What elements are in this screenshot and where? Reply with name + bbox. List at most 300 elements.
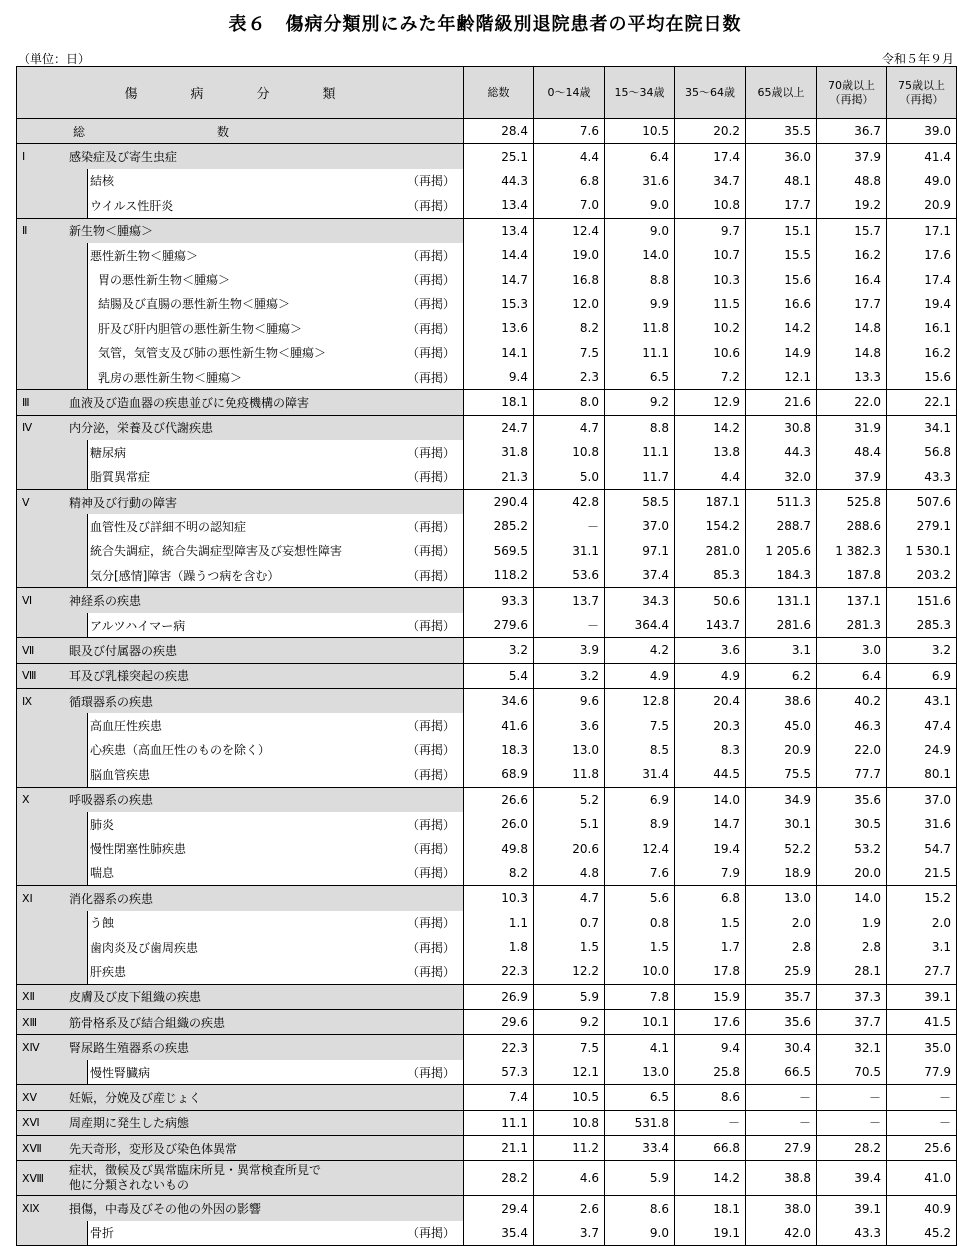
- value-cell: 25.8: [675, 1060, 746, 1085]
- value-cell: 14.7: [675, 812, 746, 836]
- chapter-numeral: Ⅶ: [22, 643, 35, 657]
- value-cell: 9.2: [534, 1010, 605, 1035]
- value-cell: 75.5: [746, 762, 817, 787]
- chapter-numeral: ⅩⅢ: [22, 1015, 38, 1029]
- value-cell: 11.1: [605, 440, 675, 464]
- value-cell: 0.7: [534, 911, 605, 935]
- value-cell: 31.4: [605, 762, 675, 787]
- category-cell: [17, 292, 464, 316]
- value-cell: 7.2: [675, 365, 746, 390]
- table-row-sub: [17, 243, 957, 267]
- table-row-sub: [17, 464, 957, 489]
- value-cell: 17.7: [817, 292, 887, 316]
- table-row-sub: [17, 267, 957, 291]
- chapter-numeral: Ⅰ: [22, 150, 26, 164]
- value-cell: 8.3: [675, 738, 746, 762]
- value-cell: 21.6: [746, 390, 817, 415]
- table-row: [17, 1110, 957, 1135]
- value-cell: 32.0: [746, 464, 817, 489]
- table-row: [17, 1136, 957, 1161]
- table-row-sub: [17, 935, 957, 959]
- value-cell: 36.0: [746, 144, 817, 169]
- value-cell: 7.5: [605, 713, 675, 737]
- category-cell: [17, 316, 464, 340]
- value-cell: 15.6: [887, 365, 957, 390]
- value-cell: 28.2: [817, 1136, 887, 1161]
- value-cell: 28.1: [817, 959, 887, 984]
- category-cell: [17, 1035, 464, 1060]
- value-cell: 10.8: [675, 193, 746, 218]
- value-cell: 29.6: [464, 1010, 534, 1035]
- value-cell: 4.8: [534, 861, 605, 886]
- value-cell: 12.4: [605, 836, 675, 860]
- sub-category-name: 悪性新生物＜腫瘍＞: [90, 248, 199, 263]
- value-cell: 288.7: [746, 514, 817, 538]
- value-cell: 97.1: [605, 539, 675, 563]
- sub-category-name: 高血圧性疾患: [90, 719, 163, 734]
- value-cell: 12.4: [534, 218, 605, 243]
- value-cell: 8.2: [534, 316, 605, 340]
- category-cell: [17, 762, 464, 787]
- value-cell: 19.4: [887, 292, 957, 316]
- table-row: [17, 663, 957, 688]
- header-age-15-34: 15～34歳: [605, 67, 675, 119]
- value-cell: 46.3: [817, 713, 887, 737]
- category-cell: [17, 144, 464, 169]
- value-cell: 57.3: [464, 1060, 534, 1085]
- sub-category-name: 肝及び肝内胆管の悪性新生物＜腫瘍＞: [98, 321, 303, 336]
- table-row-sub: [17, 365, 957, 390]
- value-cell: 15.2: [887, 886, 957, 911]
- chapter-numeral: ⅩⅤ: [22, 1090, 38, 1104]
- value-cell: 37.7: [817, 1010, 887, 1035]
- value-cell: 36.7: [817, 119, 887, 144]
- value-cell: 21.5: [887, 861, 957, 886]
- value-cell: 37.0: [887, 787, 957, 812]
- chapter-name: 消化器系の疾患: [69, 891, 154, 906]
- value-cell: 39.0: [887, 119, 957, 144]
- value-cell: 9.4: [675, 1035, 746, 1060]
- value-cell: 290.4: [464, 489, 534, 514]
- category-cell: [17, 959, 464, 984]
- value-cell: 20.4: [675, 688, 746, 713]
- restated-tag: （再掲）: [406, 817, 455, 832]
- value-cell: 70.5: [817, 1060, 887, 1085]
- value-cell: 5.6: [605, 886, 675, 911]
- value-cell: 7.0: [534, 193, 605, 218]
- chapter-name: 神経系の疾患: [69, 594, 142, 609]
- value-cell: 13.8: [675, 440, 746, 464]
- header-age-0-14: 0～14歳: [534, 67, 605, 119]
- value-cell: 77.9: [887, 1060, 957, 1085]
- value-cell: 31.6: [887, 812, 957, 836]
- table-row: [17, 886, 957, 911]
- chapter-numeral: ⅩⅨ: [22, 1202, 40, 1216]
- value-cell: 525.8: [817, 489, 887, 514]
- table-row: [17, 984, 957, 1009]
- category-cell: [17, 464, 464, 489]
- value-cell: 3.6: [675, 638, 746, 663]
- value-cell: 1.9: [817, 911, 887, 935]
- value-cell: 68.9: [464, 762, 534, 787]
- table-row-sub: [17, 911, 957, 935]
- value-cell: －: [534, 514, 605, 538]
- sub-category-name: 慢性腎臓病: [90, 1065, 151, 1080]
- value-cell: 37.3: [817, 984, 887, 1009]
- value-cell: 143.7: [675, 613, 746, 638]
- chapter-name: 血液及び造血器の疾患並びに免疫機構の障害: [69, 395, 310, 410]
- value-cell: 31.8: [464, 440, 534, 464]
- chapter-name: 腎尿路生殖器系の疾患: [69, 1041, 190, 1056]
- value-cell: 11.1: [464, 1110, 534, 1135]
- value-cell: 12.9: [675, 390, 746, 415]
- value-cell: 4.9: [605, 663, 675, 688]
- value-cell: 8.6: [675, 1085, 746, 1110]
- value-cell: 7.9: [675, 861, 746, 886]
- value-cell: 29.4: [464, 1196, 534, 1221]
- date-label: 令和５年９月: [881, 52, 954, 66]
- sub-category-name: 骨折: [90, 1226, 115, 1241]
- table-row-sub: [17, 316, 957, 340]
- value-cell: 37.4: [605, 563, 675, 588]
- table-row-sub: [17, 341, 957, 365]
- value-cell: 45.2: [887, 1221, 957, 1246]
- chapter-numeral: Ⅴ: [22, 495, 30, 509]
- restated-tag: （再掲）: [406, 174, 455, 189]
- category-cell: [17, 193, 464, 218]
- header-age-35-64: 35～64歳: [675, 67, 746, 119]
- value-cell: 3.7: [534, 1221, 605, 1246]
- sub-category-name: 肝疾患: [90, 964, 127, 979]
- value-cell: 18.9: [746, 861, 817, 886]
- table-row-sub: [17, 713, 957, 737]
- value-cell: 3.0: [817, 638, 887, 663]
- value-cell: 5.9: [605, 1161, 675, 1196]
- category-cell: [17, 489, 464, 514]
- sub-category-name: 統合失調症，統合失調症型障害及び妄想性障害: [90, 544, 343, 559]
- restated-tag: （再掲）: [406, 544, 455, 559]
- chapter-name: 先天奇形，変形及び染色体異常: [69, 1141, 238, 1156]
- value-cell: 569.5: [464, 539, 534, 563]
- value-cell: 47.4: [887, 713, 957, 737]
- category-cell: [17, 119, 464, 144]
- value-cell: 13.0: [605, 1060, 675, 1085]
- value-cell: －: [746, 1085, 817, 1110]
- value-cell: 6.5: [605, 1085, 675, 1110]
- restated-tag: （再掲）: [406, 568, 455, 583]
- value-cell: 531.8: [605, 1110, 675, 1135]
- value-cell: 10.2: [675, 316, 746, 340]
- value-cell: 2.6: [534, 1196, 605, 1221]
- value-cell: 9.4: [464, 365, 534, 390]
- unit-label: （単位：日）: [18, 52, 91, 66]
- chapter-numeral: ⅩⅦ: [22, 1141, 42, 1155]
- table-row-sub: [17, 1060, 957, 1085]
- category-cell: [17, 911, 464, 935]
- value-cell: 93.3: [464, 588, 534, 613]
- table-row: [17, 638, 957, 663]
- value-cell: 7.6: [534, 119, 605, 144]
- table-row-sub: [17, 613, 957, 638]
- value-cell: 12.1: [746, 365, 817, 390]
- value-cell: 53.6: [534, 563, 605, 588]
- value-cell: 49.0: [887, 169, 957, 193]
- value-cell: 42.8: [534, 489, 605, 514]
- value-cell: 32.1: [817, 1035, 887, 1060]
- value-cell: 35.4: [464, 1221, 534, 1246]
- value-cell: 1.7: [675, 935, 746, 959]
- table-row-sub: [17, 193, 957, 218]
- table-row-sub: [17, 861, 957, 886]
- table-row-sub: [17, 292, 957, 316]
- value-cell: 364.4: [605, 613, 675, 638]
- value-cell: 10.3: [675, 267, 746, 291]
- table-row-sub: [17, 440, 957, 464]
- value-cell: 14.2: [746, 316, 817, 340]
- value-cell: 34.1: [887, 415, 957, 440]
- table-row-sub: [17, 539, 957, 563]
- category-cell: [17, 738, 464, 762]
- value-cell: 48.1: [746, 169, 817, 193]
- value-cell: 281.0: [675, 539, 746, 563]
- value-cell: 10.7: [675, 243, 746, 267]
- header-row: [17, 67, 957, 119]
- value-cell: 10.0: [605, 959, 675, 984]
- chapter-numeral: ⅩⅥ: [22, 1116, 40, 1130]
- value-cell: 58.5: [605, 489, 675, 514]
- chapter-name: 妊娠，分娩及び産じょく: [69, 1090, 202, 1105]
- value-cell: 52.2: [746, 836, 817, 860]
- value-cell: 41.6: [464, 713, 534, 737]
- value-cell: 11.2: [534, 1136, 605, 1161]
- value-cell: 2.8: [817, 935, 887, 959]
- chapter-name: 循環器系の疾患: [69, 694, 154, 709]
- category-cell: [17, 267, 464, 291]
- value-cell: 22.3: [464, 959, 534, 984]
- value-cell: －: [534, 613, 605, 638]
- value-cell: 27.7: [887, 959, 957, 984]
- category-cell: [17, 812, 464, 836]
- value-cell: 4.9: [675, 663, 746, 688]
- value-cell: 1.5: [605, 935, 675, 959]
- table-row: [17, 588, 957, 613]
- value-cell: 22.0: [817, 738, 887, 762]
- restated-tag: （再掲）: [406, 370, 455, 385]
- category-cell: [17, 1196, 464, 1221]
- value-cell: 30.4: [746, 1035, 817, 1060]
- value-cell: 3.6: [534, 713, 605, 737]
- value-cell: 6.8: [534, 169, 605, 193]
- value-cell: 3.1: [887, 935, 957, 959]
- value-cell: 27.9: [746, 1136, 817, 1161]
- value-cell: 2.0: [887, 911, 957, 935]
- value-cell: 19.0: [534, 243, 605, 267]
- sub-category-name: 気管，気管支及び肺の悪性新生物＜腫瘍＞: [98, 346, 327, 361]
- header-age-75-plus: 75歳以上 （再掲）: [887, 67, 957, 119]
- value-cell: 8.5: [605, 738, 675, 762]
- value-cell: 85.3: [675, 563, 746, 588]
- value-cell: 14.2: [675, 415, 746, 440]
- value-cell: 13.0: [534, 738, 605, 762]
- value-cell: 34.9: [746, 787, 817, 812]
- table-row-sub: [17, 738, 957, 762]
- chapter-numeral: Ⅱ: [22, 224, 28, 238]
- category-cell: [17, 1161, 464, 1196]
- value-cell: 16.2: [817, 243, 887, 267]
- table-row-sub: [17, 1221, 957, 1246]
- restated-tag: （再掲）: [406, 297, 455, 312]
- value-cell: 34.7: [675, 169, 746, 193]
- value-cell: 10.6: [675, 341, 746, 365]
- value-cell: 28.2: [464, 1161, 534, 1196]
- value-cell: 35.0: [887, 1035, 957, 1060]
- value-cell: 13.4: [464, 193, 534, 218]
- chapter-numeral: Ⅸ: [22, 694, 33, 708]
- value-cell: －: [887, 1110, 957, 1135]
- category-cell: [17, 886, 464, 911]
- category-cell: [17, 415, 464, 440]
- value-cell: 31.1: [534, 539, 605, 563]
- value-cell: 34.6: [464, 688, 534, 713]
- value-cell: 285.3: [887, 613, 957, 638]
- value-cell: 25.9: [746, 959, 817, 984]
- value-cell: 154.2: [675, 514, 746, 538]
- restated-tag: （再掲）: [406, 767, 455, 782]
- value-cell: 38.8: [746, 1161, 817, 1196]
- category-cell: [17, 218, 464, 243]
- category-cell: [17, 1221, 464, 1246]
- value-cell: 6.8: [675, 886, 746, 911]
- table-row: [17, 489, 957, 514]
- value-cell: 20.6: [534, 836, 605, 860]
- value-cell: －: [746, 1110, 817, 1135]
- table-row: [17, 1161, 957, 1196]
- value-cell: 14.0: [817, 886, 887, 911]
- value-cell: －: [675, 1110, 746, 1135]
- sub-category-name: 結核: [90, 174, 115, 189]
- value-cell: 77.7: [817, 762, 887, 787]
- category-cell: [17, 1110, 464, 1135]
- value-cell: 37.0: [605, 514, 675, 538]
- value-cell: 3.1: [746, 638, 817, 663]
- value-cell: 12.0: [534, 292, 605, 316]
- header-age-70-plus: 70歳以上 （再掲）: [817, 67, 887, 119]
- value-cell: 14.9: [746, 341, 817, 365]
- value-cell: 2.8: [746, 935, 817, 959]
- value-cell: 0.8: [605, 911, 675, 935]
- value-cell: 18.1: [675, 1196, 746, 1221]
- value-cell: 187.1: [675, 489, 746, 514]
- value-cell: 3.2: [534, 663, 605, 688]
- sub-category-name: 結腸及び直腸の悪性新生物＜腫瘍＞: [98, 297, 291, 312]
- sub-category-name: 喘息: [90, 866, 115, 881]
- value-cell: 17.1: [887, 218, 957, 243]
- value-cell: 1 382.3: [817, 539, 887, 563]
- value-cell: 80.1: [887, 762, 957, 787]
- value-cell: 9.2: [605, 390, 675, 415]
- value-cell: 14.8: [817, 316, 887, 340]
- value-cell: 20.3: [675, 713, 746, 737]
- value-cell: 11.1: [605, 341, 675, 365]
- value-cell: 7.5: [534, 341, 605, 365]
- value-cell: 507.6: [887, 489, 957, 514]
- table-row-sub: [17, 959, 957, 984]
- sub-category-name: 脂質異常症: [90, 470, 151, 485]
- sub-category-name: 肺炎: [90, 817, 115, 832]
- value-cell: 18.3: [464, 738, 534, 762]
- value-cell: 9.9: [605, 292, 675, 316]
- value-cell: 17.6: [887, 243, 957, 267]
- value-cell: －: [817, 1085, 887, 1110]
- value-cell: 5.4: [464, 663, 534, 688]
- value-cell: 11.8: [605, 316, 675, 340]
- value-cell: 6.4: [605, 144, 675, 169]
- value-cell: 288.6: [817, 514, 887, 538]
- sub-category-name: 心疾患（高血圧性のものを除く）: [90, 743, 271, 758]
- value-cell: 17.6: [675, 1010, 746, 1035]
- value-cell: 33.4: [605, 1136, 675, 1161]
- value-cell: 12.1: [534, 1060, 605, 1085]
- value-cell: 15.7: [817, 218, 887, 243]
- value-cell: 22.1: [887, 390, 957, 415]
- value-cell: 4.2: [605, 638, 675, 663]
- length-of-stay-table: [16, 66, 957, 1246]
- value-cell: 35.5: [746, 119, 817, 144]
- restated-tag: （再掲）: [406, 346, 455, 361]
- value-cell: 49.8: [464, 836, 534, 860]
- value-cell: 6.5: [605, 365, 675, 390]
- sub-category-name: 歯肉炎及び歯周疾患: [90, 940, 199, 955]
- value-cell: 19.4: [675, 836, 746, 860]
- chapter-numeral: ⅩⅡ: [22, 990, 35, 1004]
- restated-tag: （再掲）: [406, 719, 455, 734]
- restated-tag: （再掲）: [406, 248, 455, 263]
- value-cell: 66.8: [675, 1136, 746, 1161]
- value-cell: 43.1: [887, 688, 957, 713]
- category-cell: [17, 1010, 464, 1035]
- value-cell: 4.7: [534, 886, 605, 911]
- value-cell: 184.3: [746, 563, 817, 588]
- value-cell: 1 205.6: [746, 539, 817, 563]
- value-cell: 15.1: [746, 218, 817, 243]
- value-cell: 10.5: [534, 1085, 605, 1110]
- value-cell: 8.8: [605, 267, 675, 291]
- category-cell: [17, 1085, 464, 1110]
- category-cell: [17, 440, 464, 464]
- table-row-sub: [17, 169, 957, 193]
- value-cell: 137.1: [817, 588, 887, 613]
- sub-category-name: 慢性閉塞性肺疾患: [90, 842, 187, 857]
- value-cell: 11.5: [675, 292, 746, 316]
- category-cell: [17, 861, 464, 886]
- restated-tag: （再掲）: [406, 321, 455, 336]
- sub-category-name: 脳血管疾患: [90, 767, 151, 782]
- value-cell: 4.4: [534, 144, 605, 169]
- restated-tag: （再掲）: [406, 273, 455, 288]
- value-cell: 5.0: [534, 464, 605, 489]
- value-cell: 45.0: [746, 713, 817, 737]
- chapter-name: 眼及び付属器の疾患: [69, 643, 178, 658]
- value-cell: 26.9: [464, 984, 534, 1009]
- sub-category-name: 気分[感情]障害（躁うつ病を含む）: [90, 568, 280, 583]
- value-cell: 285.2: [464, 514, 534, 538]
- value-cell: 14.1: [464, 341, 534, 365]
- chapter-numeral: Ⅲ: [22, 395, 30, 409]
- category-cell: [17, 1136, 464, 1161]
- value-cell: 131.1: [746, 588, 817, 613]
- value-cell: 6.2: [746, 663, 817, 688]
- header-category: 傷 病 分 類: [17, 67, 464, 119]
